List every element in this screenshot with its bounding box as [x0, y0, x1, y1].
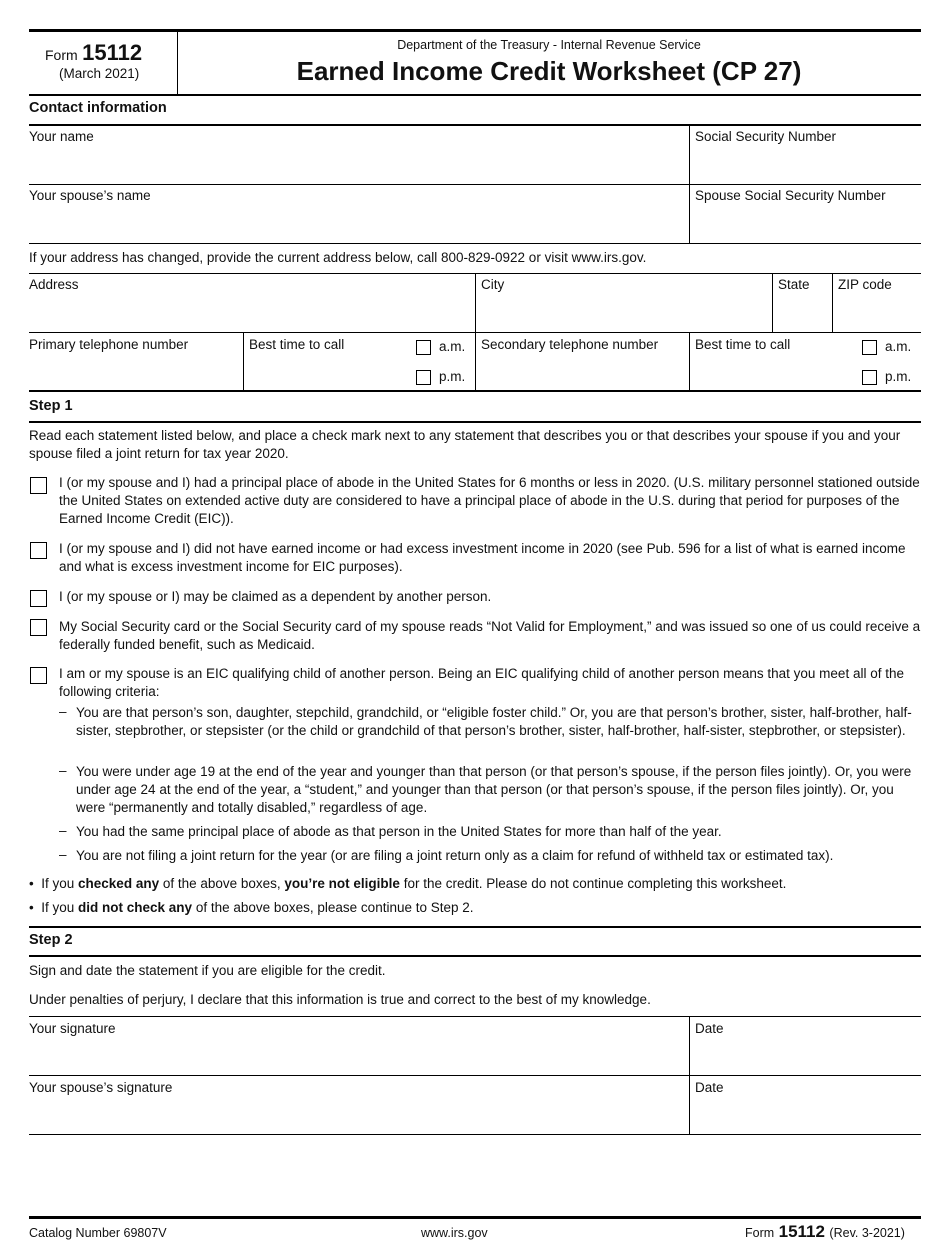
form-date: (March 2021): [59, 66, 140, 81]
footer-form-number: 15112: [778, 1222, 825, 1241]
step2-rule: [29, 955, 921, 957]
best-time-label: Best time to call: [249, 337, 345, 352]
footer-url[interactable]: www.irs.gov: [421, 1226, 488, 1240]
criterion-4: You are not filing a joint return for the year (or are filing a joint return only as a claim for refund of withheld tax or estimated tax).: [76, 848, 834, 863]
your-signature-field[interactable]: [29, 1040, 687, 1074]
primary-phone-field[interactable]: [29, 356, 241, 390]
address-note: If your address has changed, provide the current address below, call 800-829-0922 or visit www.irs.gov.: [29, 250, 647, 265]
ssn-label: Social Security Number: [695, 129, 837, 144]
spouse-ssn-field[interactable]: [695, 207, 920, 242]
bullet1-text: of the above boxes,: [159, 876, 285, 891]
statement-4: My Social Security card or the Social Security card of my spouse reads “Not Valid for Employment,” and was issued so one of us could receive a federally funded benefit, such as Medicaid.: [59, 619, 921, 653]
perjury-statement: Under penalties of perjury, I declare that this information is true and correct to the best of my knowledge.: [29, 992, 651, 1007]
contact-rule: [29, 124, 921, 126]
address-label: Address: [29, 277, 79, 292]
pm2-label: p.m.: [885, 369, 912, 384]
statement-1: I (or my spouse and I) had a principal place of abode in the United States for 6 months or less in 2020. (U.S. military personnel stationed outside the United States on extended active duty are considered to have a principal place of abode in the U.S. during that period for purposes of the Earned Income Credit (EIC)).: [59, 475, 920, 527]
header-bottom-rule: [29, 94, 921, 96]
am-label: a.m.: [439, 339, 466, 354]
your-name-label: Your name: [29, 129, 94, 144]
row-rule: [29, 184, 921, 185]
bullet2-bold: did not check any: [78, 900, 193, 915]
contact-end-rule: [29, 390, 921, 392]
secondary-phone-field[interactable]: [481, 356, 686, 390]
footer-form-id: [745, 1222, 905, 1242]
pm-checkbox[interactable]: [416, 370, 431, 385]
bullet-not-eligible: [29, 876, 786, 891]
secondary-phone-label: Secondary telephone number: [481, 337, 659, 352]
footer-rev: (Rev. 3-2021): [829, 1226, 905, 1240]
step1-title: Step 1: [29, 398, 73, 414]
criterion-1: You are that person’s son, daughter, stepchild, grandchild, or “eligible foster child.” Or, you are that person’s brother, sister, half-brother, half-sister, stepbrother, or stepsister (or the child or grandchild of that person’s brother, sister, half-brother, half-sister, stepbrother, or stepsister).: [76, 705, 912, 739]
best-time2-divider: [689, 332, 690, 391]
state-field[interactable]: [778, 296, 831, 331]
step2-instruction: Sign and date the statement if you are eligible for the credit.: [29, 963, 386, 978]
date2-field[interactable]: [695, 1099, 920, 1133]
city-field[interactable]: [481, 296, 771, 331]
agency-name: Department of the Treasury - Internal Revenue Service: [397, 38, 701, 52]
state-divider: [772, 273, 773, 332]
date2-label: Date: [695, 1080, 724, 1095]
date-field[interactable]: [695, 1040, 920, 1074]
criterion-dash: –: [59, 763, 67, 778]
footer-rule: [29, 1216, 921, 1219]
bullet2-text: of the above boxes, please continue to Step 2.: [192, 900, 474, 915]
address-field[interactable]: [29, 296, 474, 331]
form-number: 15112: [82, 40, 143, 65]
spouse-name-field[interactable]: [29, 207, 688, 242]
zip-label: ZIP code: [838, 277, 892, 292]
am2-label: a.m.: [885, 339, 912, 354]
step1-intro: Read each statement listed below, and place a check mark next to any statement that describes you or that describes your spouse if you and your spouse filed a joint return for tax year 2020.: [29, 428, 901, 462]
statement1-checkbox[interactable]: [30, 477, 47, 494]
date-label: Date: [695, 1021, 724, 1036]
statement3-checkbox[interactable]: [30, 590, 47, 607]
step1-rule: [29, 421, 921, 423]
spouse-ssn-label: Spouse Social Security Number: [695, 188, 886, 203]
form-id: [45, 40, 142, 66]
spouse-signature-field[interactable]: [29, 1099, 687, 1133]
am-checkbox[interactable]: [416, 340, 431, 355]
step2-top-rule: [29, 926, 921, 928]
bullet2-text: If you: [41, 900, 79, 915]
criterion-dash: –: [59, 823, 67, 838]
best-time-divider: [243, 332, 244, 391]
sig-rule: [29, 1075, 921, 1076]
footer-form-word: Form: [745, 1226, 775, 1240]
statement2-checkbox[interactable]: [30, 542, 47, 559]
statement-3: I (or my spouse or I) may be claimed as a dependent by another person.: [59, 589, 492, 604]
your-name-field[interactable]: [29, 148, 688, 183]
form-word: Form: [45, 47, 78, 63]
bullet1-text: If you: [41, 876, 79, 891]
pm2-checkbox[interactable]: [862, 370, 877, 385]
spouse-name-label: Your spouse’s name: [29, 188, 151, 203]
spouse-signature-label: Your spouse’s signature: [29, 1080, 173, 1095]
bullet1-bold: checked any: [78, 876, 160, 891]
state-label: State: [778, 277, 810, 292]
row-rule: [29, 243, 921, 244]
bullet1-text: for the credit. Please do not continue completing this worksheet.: [399, 876, 787, 891]
statement5-checkbox[interactable]: [30, 667, 47, 684]
sig-rule: [29, 1016, 921, 1017]
bullet-mark: •: [29, 876, 34, 891]
best-time2-label: Best time to call: [695, 337, 791, 352]
top-rule: [29, 29, 921, 32]
ssn-field[interactable]: [695, 148, 920, 183]
criterion-dash: –: [59, 704, 67, 719]
catalog-number: Catalog Number 69807V: [29, 1226, 167, 1240]
primary-phone-label: Primary telephone number: [29, 337, 189, 352]
form-title: Earned Income Credit Worksheet (CP 27): [296, 56, 802, 86]
contact-section-title: Contact information: [29, 100, 167, 116]
statement-5: I am or my spouse is an EIC qualifying child of another person. Being an EIC qualifying child of another person means that you meet all of the following criteria:: [59, 666, 904, 700]
criterion-3: You had the same principal place of abode as that person in the United States for more than half of the year.: [76, 824, 722, 839]
zip-divider: [832, 273, 833, 332]
statement-2: I (or my spouse and I) did not have earned income or had excess investment income in 2020 (see Pub. 596 for a list of what is earned income and what is excess investment income for EIC purposes).: [59, 541, 906, 575]
sig-end-rule: [29, 1134, 921, 1135]
am2-checkbox[interactable]: [862, 340, 877, 355]
city-label: City: [481, 277, 505, 292]
your-signature-label: Your signature: [29, 1021, 116, 1036]
step2-title: Step 2: [29, 932, 73, 948]
bullet-continue: [29, 900, 474, 915]
criterion-dash: –: [59, 847, 67, 862]
bullet1-bold: you’re not eligible: [284, 876, 400, 891]
zip-field[interactable]: [838, 296, 920, 331]
row-rule: [29, 332, 921, 333]
statement4-checkbox[interactable]: [30, 619, 47, 636]
pm-label: p.m.: [439, 369, 466, 384]
bullet-mark: •: [29, 900, 34, 915]
criterion-2: You were under age 19 at the end of the year and younger than that person (or that person’s spouse, if the person files jointly). Or, you were under age 24 at the end of the year, a “student,” and younger than that person (or that person’s spouse, if the person files jointly). Or, you were “permanently and totally disabled,” regardless of age.: [76, 764, 912, 816]
